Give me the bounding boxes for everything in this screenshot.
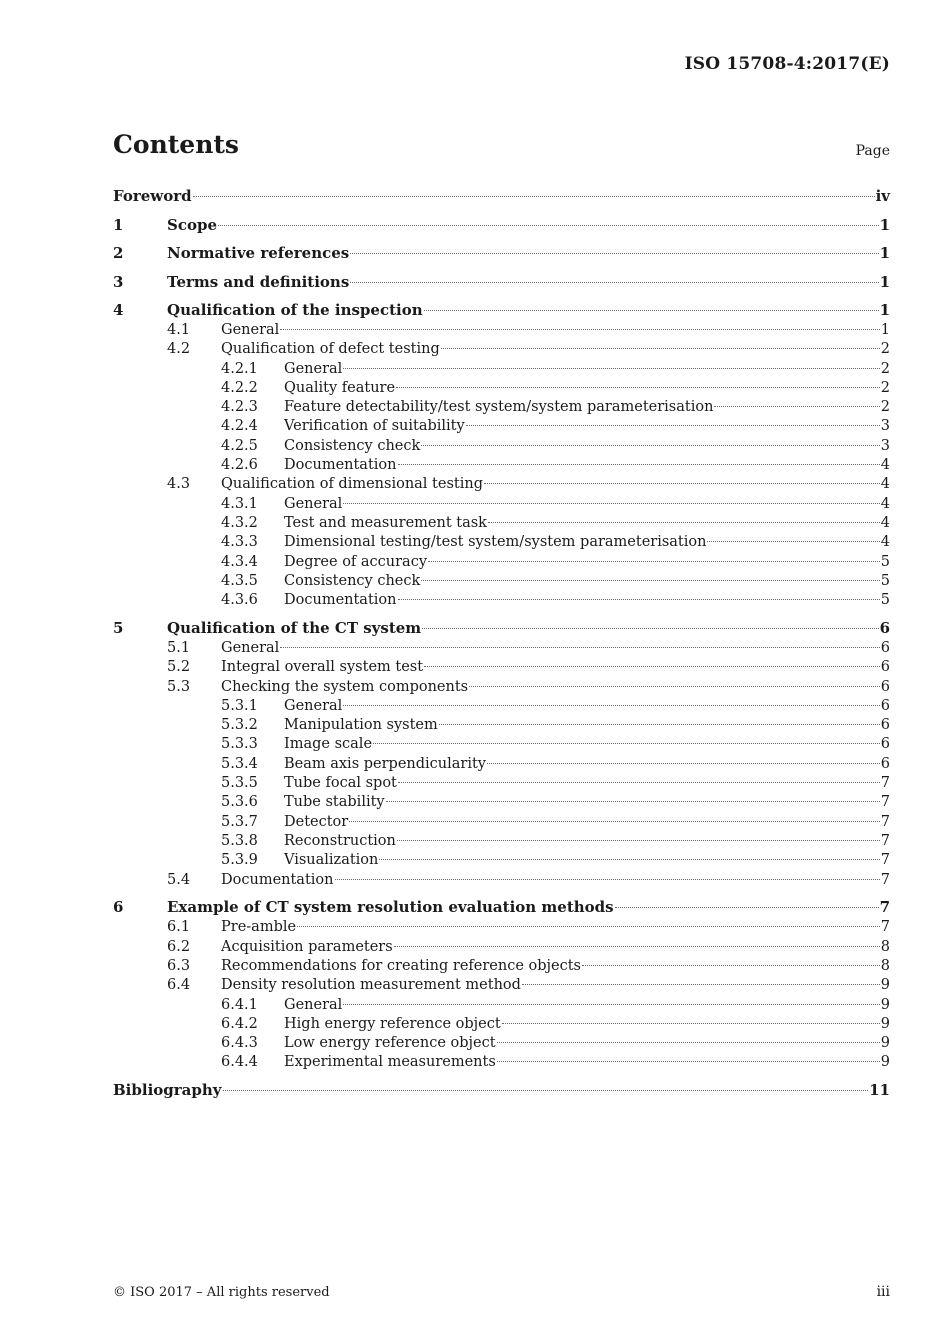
toc-entry-number: 4.3.6 [221,592,258,609]
toc-entry-number: 3 [113,272,124,291]
toc-entry-number: 1 [113,215,124,234]
toc-entry-number: 5.3.8 [221,832,258,849]
toc-dot-leader [484,483,880,484]
toc-entry[interactable] [113,639,890,658]
toc-entry-page: 7 [880,794,890,811]
toc-dot-leader [343,368,879,369]
toc-entry-page: 7 [880,919,890,936]
toc-entry-page: 2 [880,360,890,377]
toc-entry-title: General [221,639,280,656]
toc-entry-number: 6.4.3 [221,1035,258,1052]
toc-dot-leader [421,580,879,581]
toc-entry-number: 5.3.4 [221,755,258,772]
toc-entry-title: Low energy reference object [284,1035,496,1052]
toc-entry[interactable] [113,185,890,207]
toc-entry-title: General [284,697,343,714]
toc-entry[interactable] [113,456,890,475]
toc-entry-number: 5.3.9 [221,852,258,869]
toc-entry-page: 7 [880,852,890,869]
toc-entry-number: 6.4 [167,977,191,994]
toc-entry-title: Acquisition parameters [221,938,393,955]
toc-entry-number: 4.3.3 [221,534,258,551]
toc-entry-page: 6 [879,618,890,637]
toc-entry-number: 4.2 [167,341,191,358]
toc-dot-leader [714,406,879,407]
toc-entry-title: Integral overall system test [221,659,424,676]
toc-entry[interactable] [113,813,890,832]
toc-entry-title: Manipulation system [284,717,438,734]
toc-dot-leader [582,965,880,966]
page-column-label: Page [855,143,890,159]
toc-entry-number: 5.3.6 [221,794,258,811]
toc-entry-number: 4.2.2 [221,379,258,396]
toc-entry-title: Image scale [284,736,373,753]
toc-entry-page: 6 [880,659,890,676]
toc-dot-leader [350,282,878,283]
toc-entry[interactable] [113,572,890,591]
toc-entry-title: Tube stability [284,794,385,811]
toc-entry-number: 4 [113,301,124,319]
toc-entry-title: Documentation [221,871,334,888]
toc-dot-leader [522,984,880,985]
table-of-contents [113,185,890,1101]
toc-dot-leader [487,763,880,764]
toc-entry-title: Bibliography [113,1081,222,1100]
toc-entry-page: 2 [880,399,890,416]
toc-entry[interactable] [113,871,890,890]
toc-entry-title: Reconstruction [284,832,396,849]
toc-entry[interactable] [113,996,890,1015]
toc-entry-number: 5.3.2 [221,717,258,734]
toc-entry-page: 7 [880,775,890,792]
toc-dot-leader [343,1004,879,1005]
toc-entry-number: 6.4.2 [221,1015,258,1032]
toc-entry-number: 5.3.3 [221,736,258,753]
toc-entry-page: 6 [880,639,890,656]
toc-entry-number: 5 [113,618,124,637]
toc-entry-page: 7 [880,813,890,830]
toc-dot-leader [343,705,879,706]
toc-entry[interactable] [113,851,890,870]
toc-entry-title: Verification of suitability [284,418,465,435]
toc-entry-title: Test and measurement task [284,514,487,531]
toc-entry[interactable] [113,1015,890,1034]
toc-dot-leader [223,1090,869,1091]
toc-entry-title: General [284,360,343,377]
toc-entry-number: 4.3.4 [221,553,258,570]
toc-entry-title: Pre-amble [221,919,297,936]
toc-dot-leader [379,859,879,860]
toc-entry-page: 6 [880,717,890,734]
toc-entry-title: Documentation [284,457,397,474]
toc-dot-leader [488,522,880,523]
toc-entry[interactable] [113,1053,890,1072]
toc-entry-page: 1 [879,244,890,262]
toc-entry[interactable] [113,214,890,236]
toc-dot-leader [398,599,880,600]
toc-entry[interactable] [113,938,890,957]
toc-entry-page: 7 [879,898,890,917]
toc-entry-number: 5.1 [167,639,191,656]
toc-entry-title: Scope [167,215,218,234]
toc-entry-number: 5.3.7 [221,813,258,830]
toc-entry-page: 6 [880,678,890,695]
toc-entry-title: Degree of accuracy [284,553,428,570]
toc-entry[interactable] [113,617,890,639]
toc-dot-leader [422,628,878,629]
toc-entry-number: 4.1 [167,322,191,338]
toc-entry-number: 6 [113,898,124,917]
toc-entry[interactable] [113,379,890,398]
toc-dot-leader [497,1042,880,1043]
toc-entry-page: 1 [880,322,890,338]
toc-entry-page: 2 [880,379,890,396]
toc-entry[interactable] [113,417,890,436]
toc-entry-page: 6 [880,755,890,772]
toc-entry-title: Terms and definitions [167,272,350,291]
toc-entry-number: 5.3 [167,678,191,695]
toc-entry-number: 2 [113,244,124,262]
toc-entry-number: 4.2.1 [221,360,258,377]
toc-entry-title: Detector [284,813,349,830]
toc-entry-page: 7 [880,871,890,888]
toc-entry-page: 1 [879,301,890,319]
toc-dot-leader [398,782,880,783]
toc-entry-page: 9 [880,1035,890,1052]
toc-entry-page: 6 [880,736,890,753]
toc-entry-page: 3 [880,418,890,435]
toc-entry[interactable] [113,1079,890,1101]
toc-entry[interactable] [113,678,890,697]
toc-entry-page: 5 [880,553,890,570]
toc-entry-page: 9 [880,1015,890,1032]
toc-entry-page: 3 [880,437,890,454]
toc-entry-page: 7 [880,832,890,849]
toc-entry[interactable] [113,553,890,572]
toc-dot-leader [386,801,880,802]
toc-entry-page: 8 [880,957,890,974]
toc-dot-leader [428,561,880,562]
toc-entry-title: Experimental measurements [284,1054,496,1071]
toc-entry[interactable] [113,514,890,533]
toc-dot-leader [335,879,880,880]
toc-entry[interactable] [113,918,890,937]
toc-entry[interactable] [113,299,890,321]
toc-entry[interactable] [113,793,890,812]
toc-entry[interactable] [113,1034,890,1053]
toc-dot-leader [439,724,880,725]
toc-entry-number: 4.3.5 [221,572,258,589]
page-title: Contents [113,130,240,159]
toc-entry[interactable] [113,755,890,774]
toc-entry[interactable] [113,271,890,293]
toc-entry-number: 4.3.2 [221,514,258,531]
toc-entry[interactable] [113,896,890,918]
toc-entry-page: 11 [869,1081,890,1100]
toc-entry-page: 2 [880,341,890,358]
toc-entry-number: 5.3.1 [221,697,258,714]
toc-entry-number: 6.3 [167,957,191,974]
toc-entry-title: Qualification of the CT system [167,618,422,637]
toc-dot-leader [218,225,879,226]
document-id: ISO 15708-4:2017(E) [684,54,890,74]
toc-entry-page: 9 [880,977,890,994]
toc-entry-page: 9 [880,1054,890,1071]
toc-entry-page: 8 [880,938,890,955]
toc-entry-number: 4.2.6 [221,457,258,474]
toc-entry-number: 4.3 [167,476,191,493]
toc-entry-page: iv [875,187,890,205]
toc-entry[interactable] [113,735,890,754]
toc-entry-page: 5 [880,592,890,609]
toc-entry-title: Qualification of dimensional testing [221,476,483,493]
toc-entry-title: Feature detectability/test system/system parameterisation [284,399,714,416]
toc-dot-leader [398,464,880,465]
toc-entry[interactable] [113,340,890,359]
toc-entry[interactable] [113,495,890,514]
toc-entry-title: Quality feature [284,379,396,396]
toc-entry-title: Qualification of the inspection [167,301,423,319]
toc-entry-number: 4.2.3 [221,399,258,416]
page-number: iii [876,1284,890,1300]
toc-dot-leader [497,1061,880,1062]
toc-entry-page: 4 [880,457,890,474]
toc-entry-number: 4.2.4 [221,418,258,435]
toc-dot-leader [349,821,880,822]
toc-dot-leader [466,425,880,426]
toc-entry-page: 4 [880,476,890,493]
toc-dot-leader [615,907,879,908]
toc-entry-number: 5.2 [167,659,191,676]
toc-entry-title: Consistency check [284,572,421,589]
toc-entry-page: 9 [880,996,890,1013]
toc-entry-title: High energy reference object [284,1015,501,1032]
toc-entry-number: 4.3.1 [221,495,258,512]
toc-entry[interactable] [113,832,890,851]
toc-entry-number: 6.1 [167,919,191,936]
toc-entry-title: Consistency check [284,437,421,454]
toc-dot-leader [424,666,880,667]
toc-entry[interactable] [113,242,890,264]
toc-dot-leader [421,445,879,446]
toc-entry-page: 4 [880,534,890,551]
toc-entry[interactable] [113,774,890,793]
toc-entry[interactable] [113,321,890,340]
toc-entry-title: Foreword [113,187,192,205]
toc-entry[interactable] [113,398,890,417]
toc-entry-page: 6 [880,697,890,714]
toc-dot-leader [469,686,880,687]
toc-dot-leader [502,1023,880,1024]
toc-entry[interactable] [113,591,890,610]
toc-entry-page: 4 [880,495,890,512]
toc-entry-title: Checking the system components [221,678,469,695]
toc-entry-page: 1 [879,215,890,234]
toc-entry[interactable] [113,976,890,995]
toc-entry-title: Tube focal spot [284,775,397,792]
toc-entry[interactable] [113,697,890,716]
toc-entry-title: Normative references [167,244,350,262]
toc-entry-title: General [221,322,280,338]
toc-dot-leader [343,503,879,504]
toc-dot-leader [396,387,880,388]
toc-entry-title: Dimensional testing/test system/system parameterisation [284,534,707,551]
toc-entry-title: Beam axis perpendicularity [284,755,486,772]
toc-entry-title: Qualification of defect testing [221,341,440,358]
toc-entry-page: 5 [880,572,890,589]
toc-entry-page: 4 [880,514,890,531]
toc-entry-title: Documentation [284,592,397,609]
toc-entry-title: Visualization [284,852,379,869]
toc-entry-number: 5.4 [167,871,191,888]
toc-entry-number: 5.3.5 [221,775,258,792]
toc-entry-number: 6.4.4 [221,1054,258,1071]
toc-entry-number: 6.4.1 [221,996,258,1013]
toc-entry[interactable] [113,360,890,379]
toc-entry[interactable] [113,957,890,976]
toc-dot-leader [707,541,879,542]
toc-dot-leader [373,743,880,744]
toc-dot-leader [297,926,880,927]
toc-entry[interactable] [113,437,890,456]
toc-dot-leader [280,329,879,330]
toc-dot-leader [397,840,880,841]
toc-entry-page: 1 [879,272,890,291]
toc-entry-title: Density resolution measurement method [221,977,521,994]
toc-entry-number: 6.2 [167,938,191,955]
toc-dot-leader [424,310,879,311]
toc-entry[interactable] [113,658,890,677]
toc-entry-title: General [284,996,343,1013]
toc-entry-title: Recommendations for creating reference objects [221,957,581,974]
toc-dot-leader [193,196,875,197]
toc-entry[interactable] [113,533,890,552]
toc-entry-title: Example of CT system resolution evaluation methods [167,898,614,917]
toc-dot-leader [394,946,880,947]
toc-dot-leader [441,348,880,349]
copyright-notice: © ISO 2017 – All rights reserved [113,1285,330,1300]
toc-entry[interactable] [113,716,890,735]
toc-entry-title: General [284,495,343,512]
toc-dot-leader [280,647,879,648]
toc-dot-leader [350,253,878,254]
toc-entry-number: 4.2.5 [221,437,258,454]
toc-entry[interactable] [113,475,890,494]
